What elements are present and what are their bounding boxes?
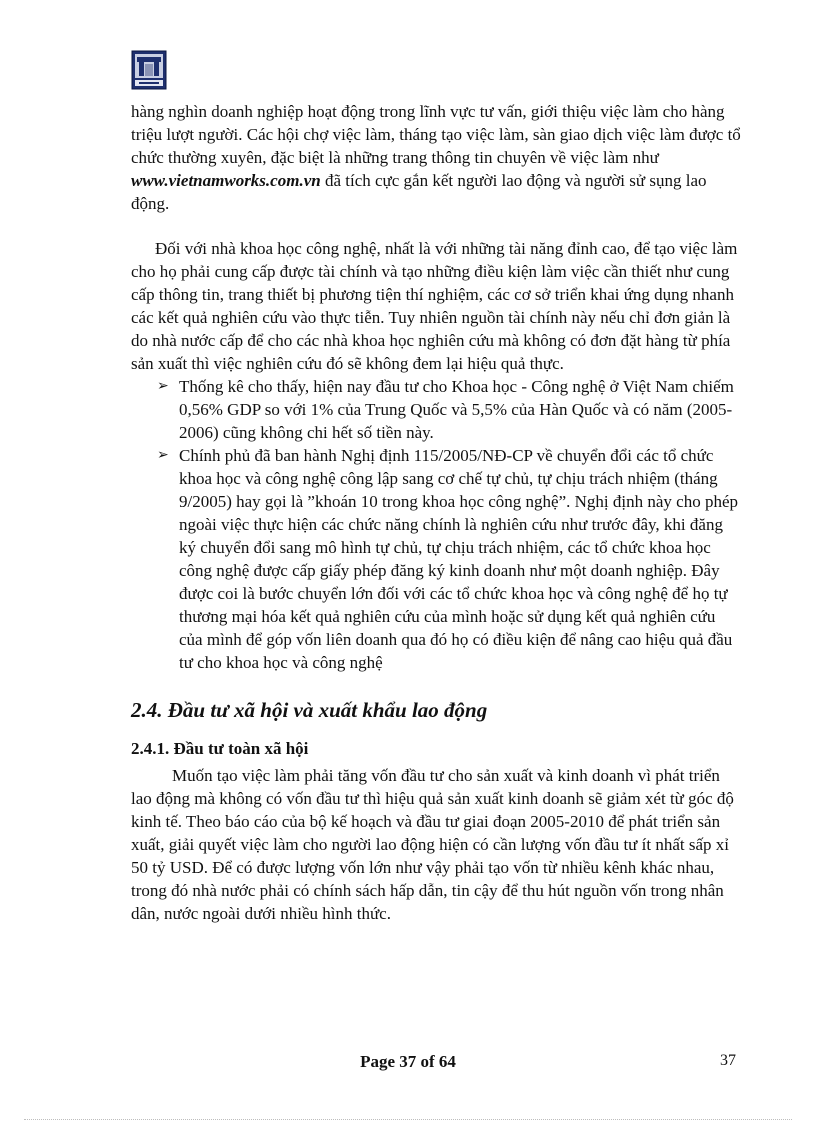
paragraph-text: hàng nghìn doanh nghiệp hoạt động trong lĩnh vực tư vấn, giới thiệu việc làm cho hàng triệu lượt người. Các hội chợ việc làm, tháng tạo việc làm, sàn giao dịch việc làm được tổ chức thường xuyên, đặc biệt là những trang thông tin chuyên về việc làm như xyxy=(131,102,741,167)
bullet-item xyxy=(131,375,741,444)
paragraph-investment: Muốn tạo việc làm phải tăng vốn đầu tư cho sản xuất và kinh doanh vì phát triển lao động mà không có vốn đầu tư thì hiệu quả sản xuất kinh doanh sẽ giảm xét từ góc độ kinh tế. Theo báo cáo của bộ kế hoạch và đầu tư giai đoạn 2005-2010 để phát triển sản xuất, giải quyết việc làm cho người lao động hiện có cần lượng vốn đầu tư ít nhất sấp xỉ 50 tỷ USD. Để có được lượng vốn lớn như vậy phải tạo vốn từ nhiều kênh khác nhau, trong đó nhà nước phải có chính sách hấp dẫn, tin cậy để thu hút nguồn vốn trong nhân dân, nước ngoài dưới nhiều hình thức. xyxy=(131,766,734,923)
arrow-bullet-icon: ➢ xyxy=(157,379,169,394)
bullet-text: Chính phủ đã ban hành Nghị định 115/2005/NĐ-CP về chuyển đổi các tổ chức khoa học và công nghệ công lập sang cơ chế tự chủ, tự chịu trách nhiệm (tháng 9/2005) hay gọi là ”khoán 10 trong khoa học công nghệ”. Nghị định này cho phép ngoài việc thực hiện các chức năng chính là nghiên cứu như trước đây, khi đăng ký chuyển đổi sang mô hình tự chủ, tự chịu trách nhiệm, các tổ chức khoa học công nghệ được cấp giấy phép đăng ký kinh doanh như một doanh nghiệp. Đây được coi là bước chuyển lớn đối với các tổ chức khoa học và công nghệ để họ tự thương mại hóa kết quả nghiên cứu của mình hoặc sử dụng kết quả nghiên cứu của mình để góp vốn liên doanh qua đó họ có điều kiện để nâng cao hiệu quả đầu tư cho khoa học và công nghệ xyxy=(179,446,738,672)
paragraph-science-tech: Đối với nhà khoa học công nghệ, nhất là với những tài năng đỉnh cao, để tạo việc làm cho họ phải cung cấp được tài chính và tạo những điều kiện làm việc cần thiết như cung cấp thông tin, trang thiết bị phương tiện thí nghiệm, các cơ sở triển khai ứng dụng nhanh các kết quả nghiên cứu vào thực tiễn. Tuy nhiên nguồn tài chính này nếu chỉ đơn giản là do nhà nước cấp để cho các nhà khoa học nghiên cứu mà không có đơn đặt hàng từ phía sản xuất thì việc nghiên cứu đó sẽ không đem lại hiệu quả thực. xyxy=(131,239,738,373)
website-link[interactable]: www.vietnamworks.com.vn xyxy=(131,171,321,190)
page-number: 37 xyxy=(720,1052,736,1069)
arrow-bullet-icon: ➢ xyxy=(157,448,169,463)
paragraph-job-services xyxy=(131,100,741,215)
document-logo-icon xyxy=(131,50,167,90)
page-bottom-divider xyxy=(24,1119,792,1120)
paragraph-text: đã tích cực gắn kết người lao động và người sử sụng lao động. xyxy=(131,171,707,213)
page-footer: Page 37 of 64 xyxy=(360,1052,456,1071)
page-body xyxy=(131,100,741,925)
subsection-heading: 2.4.1. Đầu tư toàn xã hội xyxy=(131,739,309,758)
bullet-item xyxy=(131,444,741,674)
bullet-text: Thống kê cho thấy, hiện nay đầu tư cho Khoa học - Công nghệ ở Việt Nam chiếm 0,56% GDP so với 1% của Trung Quốc và 5,5% của Hàn Quốc và có năm (2005-2006) cũng không chi hết số tiền này. xyxy=(179,377,734,442)
section-heading: 2.4. Đầu tư xã hội và xuất khẩu lao động xyxy=(131,698,488,722)
